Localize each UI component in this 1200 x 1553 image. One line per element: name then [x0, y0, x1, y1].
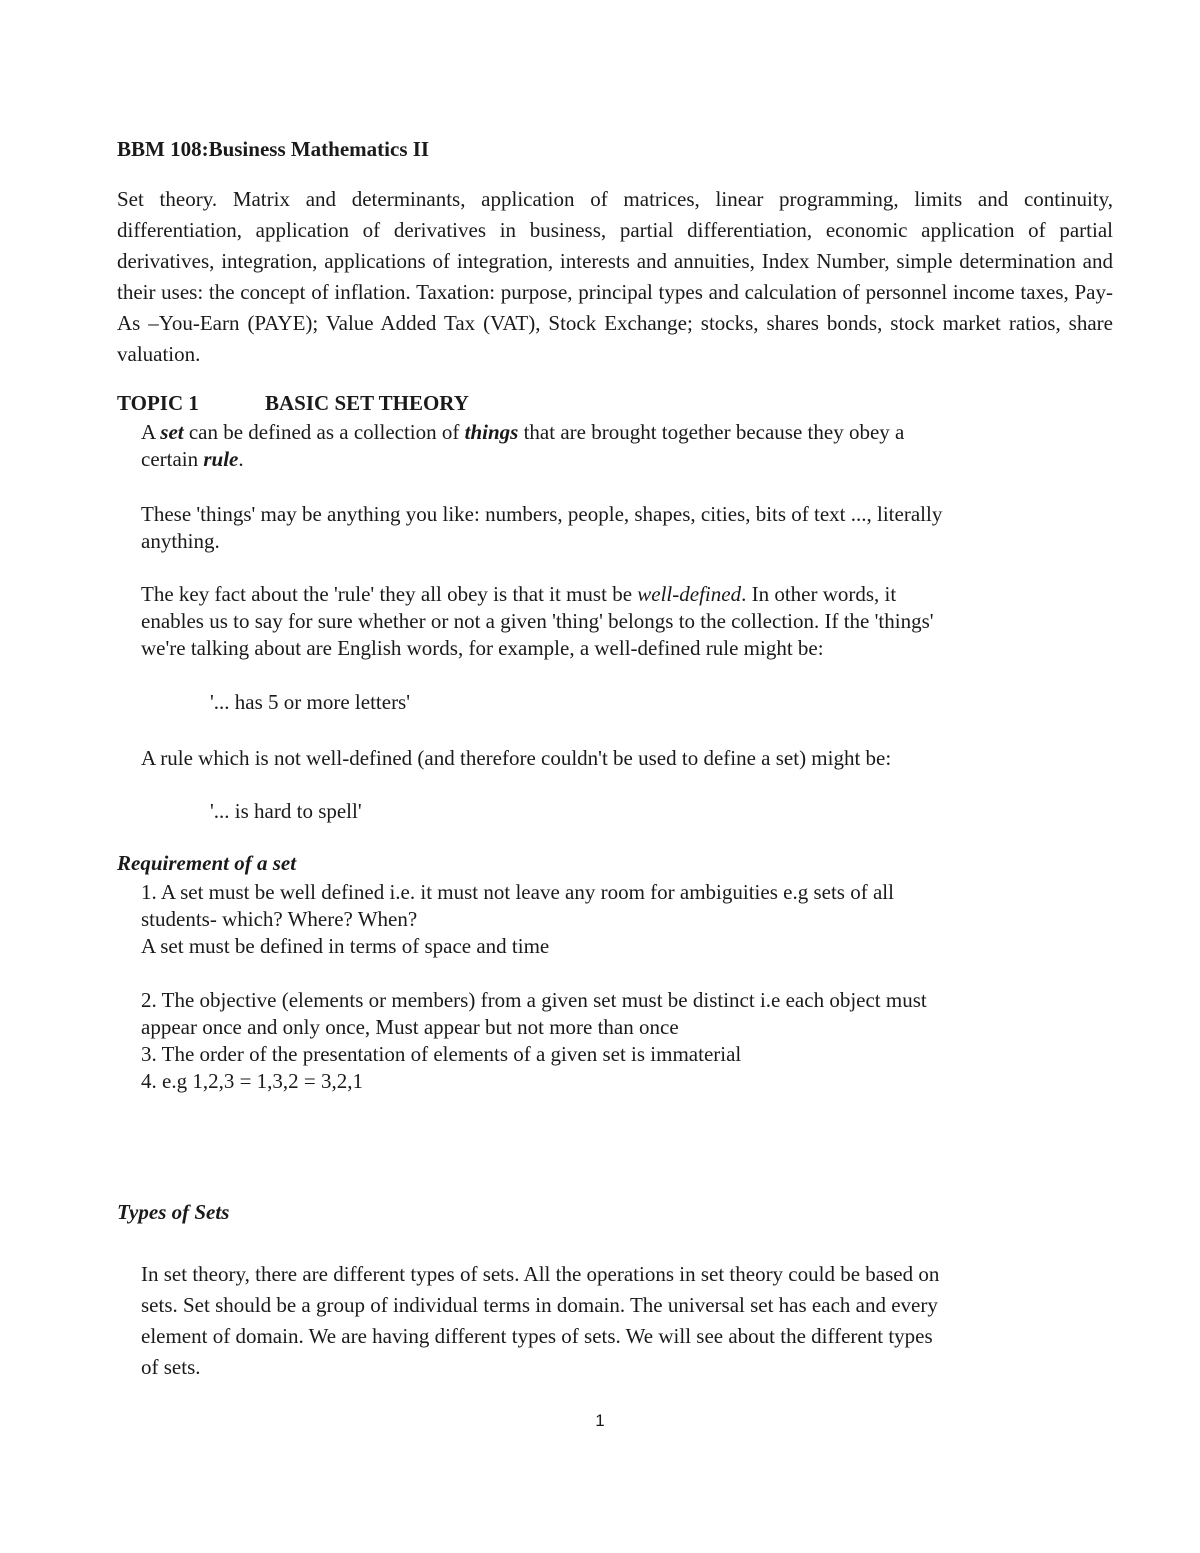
term-well-defined: well-defined: [637, 582, 742, 606]
topic-heading: [117, 391, 469, 416]
types-of-sets-heading: Types of Sets: [117, 1200, 230, 1224]
definition-text: certain: [141, 447, 204, 471]
blank-line: [141, 960, 1141, 987]
example-ill-defined-rule: '... is hard to spell': [210, 799, 362, 823]
types-of-sets-paragraph: [141, 1259, 1061, 1383]
example-well-defined-rule: '... has 5 or more letters': [210, 690, 411, 714]
rule-line-2: enables us to say for sure whether or not a given 'thing' belongs to the collection. If the 'things': [141, 609, 934, 633]
requirement-2-line-2: appear once and only once, Must appear but not more than once: [141, 1015, 679, 1039]
rule-text: The key fact about the 'rule' they all obey is that it must be: [141, 582, 638, 606]
not-well-defined-sentence: A rule which is not well-defined (and therefore couldn't be used to define a set) might be:: [141, 746, 892, 770]
types-line-1: In set theory, there are different types of sets. All the operations in set theory could be based on: [141, 1262, 940, 1286]
types-line-2: sets. Set should be a group of individual terms in domain. The universal set has each and every: [141, 1293, 938, 1317]
rule-line-1: [141, 581, 1141, 608]
course-description: Set theory. Matrix and determinants, application of matrices, linear programming, limits and continuity, differentiation, application of derivatives in business, partial differentiation, economic application of partial derivatives, integration, applications of integration, interests and annuities, Index Number, simple determination and their uses: the concept of inflation. Taxation: purpose, principal types and calculation of personnel income taxes, Pay- As –You-Earn (PAYE); Value Added Tax (VAT), Stock Exchange; stocks, shares bonds, stock market ratios, share valuation.: [117, 187, 1113, 366]
requirement-3: 3. The order of the presentation of elements of a given set is immaterial: [141, 1042, 742, 1066]
things-paragraph: [141, 501, 1141, 555]
definition-text: A: [141, 420, 161, 444]
things-line-1: These 'things' may be anything you like: numbers, people, shapes, cities, bits of text ..., literally: [141, 502, 943, 526]
types-line-4: of sets.: [141, 1355, 201, 1379]
requirement-1-line-2: students- which? Where? When?: [141, 907, 418, 931]
rule-line-3: we're talking about are English words, for example, a well-defined rule might be:: [141, 636, 824, 660]
course-title: BBM 108:Business Mathematics II: [117, 137, 430, 161]
things-line-2: anything.: [141, 529, 220, 553]
types-line-3: element of domain. We are having different types of sets. We will see about the different types: [141, 1324, 933, 1348]
set-definition-paragraph: [141, 419, 1141, 473]
requirement-1-line-3: A set must be defined in terms of space and time: [141, 934, 550, 958]
requirement-2-line-1: 2. The objective (elements or members) from a given set must be distinct i.e each object must: [141, 988, 927, 1012]
definition-text: that are brought together because they obey a: [518, 420, 905, 444]
rule-paragraph: [141, 581, 1141, 662]
definition-line-2: [141, 446, 1141, 473]
definition-line-1: [141, 419, 1141, 446]
requirements-heading: Requirement of a set: [117, 851, 297, 875]
requirement-4: 4. e.g 1,2,3 = 1,3,2 = 3,2,1: [141, 1069, 364, 1093]
page-number: 1: [595, 1411, 605, 1430]
topic-title: BASIC SET THEORY: [265, 391, 469, 415]
definition-text: .: [238, 447, 244, 471]
term-rule: rule: [203, 447, 239, 471]
topic-number: TOPIC 1: [117, 391, 199, 415]
requirements-list: [141, 879, 1141, 1095]
definition-text: can be defined as a collection of: [183, 420, 465, 444]
term-set: set: [160, 420, 184, 444]
requirement-1-line-1: 1. A set must be well defined i.e. it must not leave any room for ambiguities e.g sets of all: [141, 880, 894, 904]
rule-text: . In other words, it: [741, 582, 897, 606]
term-things: things: [464, 420, 519, 444]
